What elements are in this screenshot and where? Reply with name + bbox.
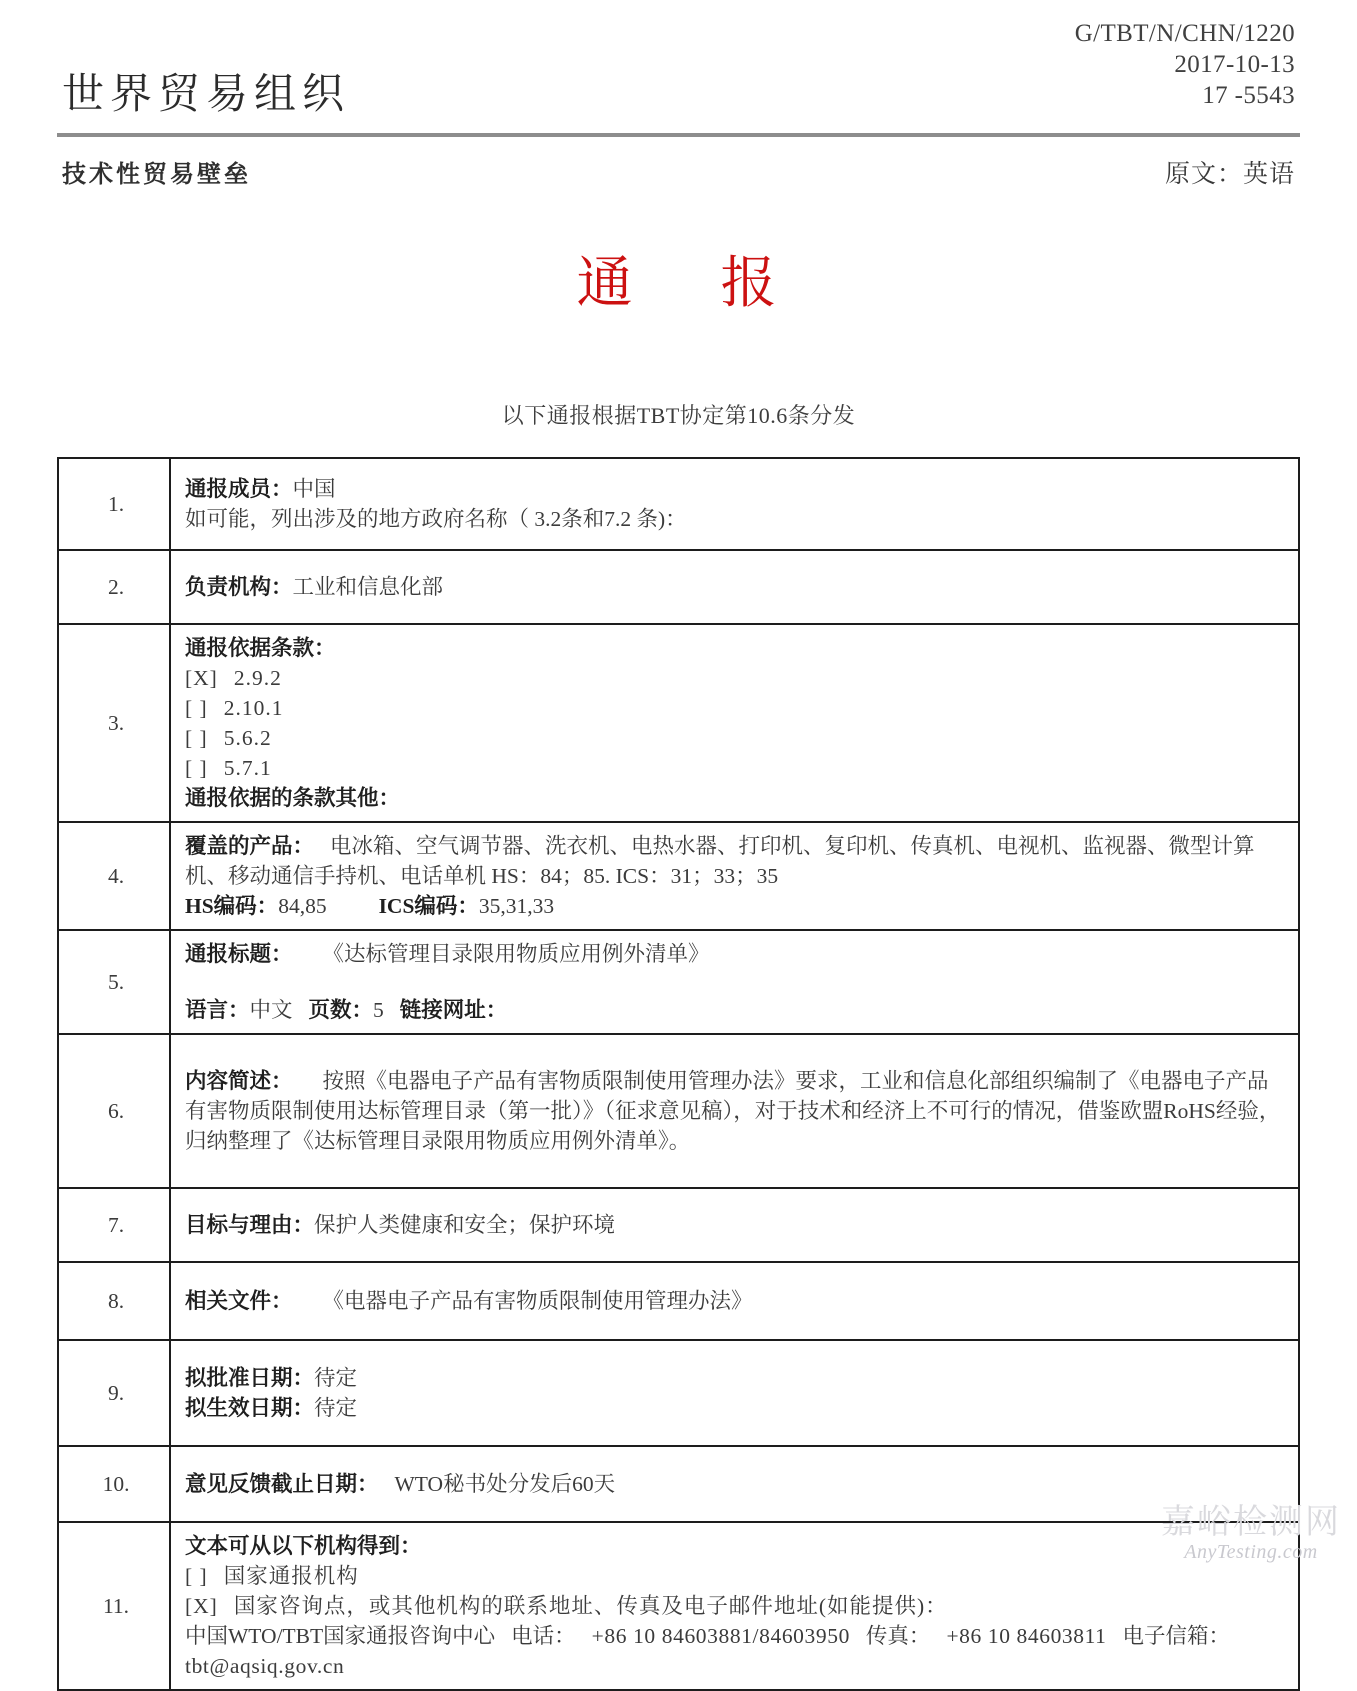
hs-code-label: HS编码： [185, 894, 279, 918]
relevant-documents-label: 相关文件： [185, 1289, 293, 1313]
committee-name: 技术性贸易壁垒 [62, 159, 251, 188]
objective-value: 保护人类健康和安全；保护环境 [314, 1213, 616, 1237]
watermark-chinese: 嘉峪检测网 [1161, 1502, 1341, 1542]
agency-option-enquiry-point[interactable] [185, 1591, 1288, 1621]
provision-option-2-text: 2.10.1 [223, 696, 284, 720]
language-label: 语言： [185, 998, 250, 1022]
provision-option-4[interactable] [185, 753, 1288, 783]
table-row [58, 1446, 1299, 1522]
provision-option-1-text: 2.9.2 [233, 666, 282, 690]
notifying-member-label: 通报成员： [185, 477, 293, 501]
table-row [58, 1340, 1299, 1446]
table-row [58, 930, 1299, 1034]
row-number: 1. [58, 458, 170, 550]
row-content-comment-deadline [170, 1446, 1299, 1522]
email-label: 电子信箱： [1122, 1624, 1231, 1648]
checkbox-mark[interactable]: [ ] [185, 696, 208, 720]
original-language: 原文：英语 [1164, 161, 1295, 188]
products-covered-block [185, 834, 1255, 888]
agency-option-national-enquiry[interactable] [185, 1561, 1288, 1591]
checkbox-mark[interactable]: [ ] [185, 756, 208, 780]
description-block [185, 1069, 1280, 1153]
table-row [58, 1188, 1299, 1262]
table-row [58, 624, 1299, 822]
row-content-relevant-documents [170, 1262, 1299, 1340]
proposed-entry-label: 拟生效日期： [185, 1396, 315, 1420]
agency-option-1-text: 国家通报机构 [223, 1564, 359, 1588]
row-number: 9. [58, 1340, 170, 1446]
phone-label: 电话： [511, 1624, 576, 1648]
document-header [0, 0, 1357, 132]
document-date: 2017-10-13 [1174, 51, 1295, 78]
text-availability-heading: 文本可从以下机构得到： [185, 1534, 422, 1558]
provision-option-4-text: 5.7.1 [223, 756, 272, 780]
provision-option-3-text: 5.6.2 [223, 726, 272, 750]
responsible-agency-label: 负责机构： [185, 575, 293, 599]
hs-code-value: 84,85 [278, 894, 327, 918]
distribution-note: 以下通报根据TBT协定第10.6条分发 [501, 403, 856, 428]
row-content-notifying-member [170, 458, 1299, 550]
table-row [58, 458, 1299, 550]
row-number: 11. [58, 1522, 170, 1690]
watermark-english: AnyTesting.com [1184, 1541, 1318, 1563]
phone-value: +86 10 84603881/84603950 [591, 1624, 850, 1648]
row-content-responsible-agency [170, 550, 1299, 624]
fax-label: 传真： [865, 1624, 931, 1648]
agency-option-2-text: 国家咨询点，或其他机构的联系地址、传真及电子邮件地址(如能提供)： [233, 1594, 948, 1618]
notifying-member-line [185, 474, 1288, 504]
ics-code-label: ICS编码： [378, 894, 479, 918]
notification-title-label: 通报标题： [185, 942, 293, 966]
row-content-description [170, 1034, 1299, 1188]
document-symbol: G/TBT/N/CHN/1220 [1074, 20, 1295, 47]
table-row [58, 1034, 1299, 1188]
organization-title: 世界贸易组织 [62, 69, 351, 118]
row-number: 3. [58, 624, 170, 822]
relevant-documents-value: 《电器电子产品有害物质限制使用管理办法》 [322, 1289, 753, 1313]
table-row [58, 1262, 1299, 1340]
ics-code-value: 35,31,33 [478, 894, 555, 918]
row-number: 8. [58, 1262, 170, 1340]
notification-title-value: 《达标管理目录限用物质应用例外清单》 [322, 942, 710, 966]
proposed-entry-line [185, 1393, 1288, 1423]
row-content-notification-title [170, 930, 1299, 1034]
contact-details-line [185, 1621, 1288, 1651]
products-covered-label: 覆盖的产品： [185, 834, 315, 858]
proposed-adoption-line [185, 1363, 1288, 1393]
row-content-dates [170, 1340, 1299, 1446]
page-title [0, 253, 1357, 315]
comment-deadline-value: WTO秘书处分发后60天 [394, 1472, 616, 1496]
checkbox-mark[interactable]: [ ] [185, 726, 208, 750]
provision-option-2[interactable] [185, 693, 1288, 723]
products-covered-value: 电冰箱、空气调节器、洗衣机、电热水器、打印机、复印机、传真机、电视机、监视器、微型计算机、移动通信手持机、电话单机 HS：84；85. ICS：31；33；35 [185, 834, 1255, 888]
fax-value: +86 10 84603811 [946, 1624, 1107, 1648]
link-label: 链接网址： [399, 998, 508, 1022]
notification-table [57, 457, 1300, 1691]
email-value[interactable]: tbt@aqsiq.gov.cn [185, 1654, 345, 1678]
table-row [58, 822, 1299, 930]
local-government-note: 如可能，列出涉及的地方政府名称（ 3.2条和7.2 条)： [185, 507, 687, 531]
checkbox-mark[interactable]: [ ] [185, 1564, 208, 1588]
row-content-products-covered [170, 822, 1299, 930]
contact-organization: 中国WTO/TBT国家通报咨询中心 [185, 1624, 496, 1648]
table-row [58, 1522, 1299, 1690]
row-number: 5. [58, 930, 170, 1034]
language-pages-link-line [185, 995, 1288, 1025]
proposed-adoption-value: 待定 [314, 1366, 358, 1390]
provision-option-3[interactable] [185, 723, 1288, 753]
row-number: 6. [58, 1034, 170, 1188]
row-number: 10. [58, 1446, 170, 1522]
committee-bar [0, 154, 1357, 198]
notification-table-wrapper [57, 457, 1300, 1691]
codes-line [185, 891, 1288, 921]
notified-provisions-label: 通报依据条款： [185, 636, 336, 660]
description-value: 按照《电器电子产品有害物质限制使用管理办法》要求，工业和信息化部组织编制了《电器电子产品有害物质限制使用达标管理目录（第一批）》（征求意见稿），对于技术和经济上不可行的情况，借鉴欧盟RoHS经验，归纳整理了《达标管理目录限用物质应用例外清单》。 [185, 1069, 1281, 1153]
proposed-entry-value: 待定 [314, 1396, 358, 1420]
row-number: 2. [58, 550, 170, 624]
description-label: 内容简述： [185, 1069, 293, 1093]
table-row [58, 550, 1299, 624]
other-provisions-label: 通报依据的条款其他： [185, 786, 401, 810]
pages-value: 5 [373, 998, 384, 1022]
responsible-agency-value: 工业和信息化部 [292, 575, 444, 599]
row-content-text-availability [170, 1522, 1299, 1690]
row-content-notified-provisions [170, 624, 1299, 822]
row-number: 4. [58, 822, 170, 930]
title-spacer-line [185, 969, 1288, 995]
language-value: 中文 [249, 998, 293, 1022]
provision-option-1[interactable] [185, 663, 1288, 693]
proposed-adoption-label: 拟批准日期： [185, 1366, 315, 1390]
checkbox-mark[interactable]: [X] [185, 1594, 218, 1618]
checkbox-mark[interactable]: [X] [185, 666, 218, 690]
header-divider [57, 133, 1300, 137]
document-reference-block [1075, 18, 1295, 111]
page-title-char-1: 通 [576, 251, 637, 316]
row-number: 7. [58, 1188, 170, 1262]
document-number: 17 -5543 [1202, 82, 1295, 109]
notifying-member-value: 中国 [292, 477, 336, 501]
pages-label: 页数： [308, 998, 374, 1022]
comment-deadline-label: 意见反馈截止日期： [185, 1472, 379, 1496]
row-content-objective [170, 1188, 1299, 1262]
objective-label: 目标与理由： [185, 1213, 315, 1237]
notification-title-line [185, 939, 1288, 969]
page-title-char-2: 报 [720, 251, 781, 316]
